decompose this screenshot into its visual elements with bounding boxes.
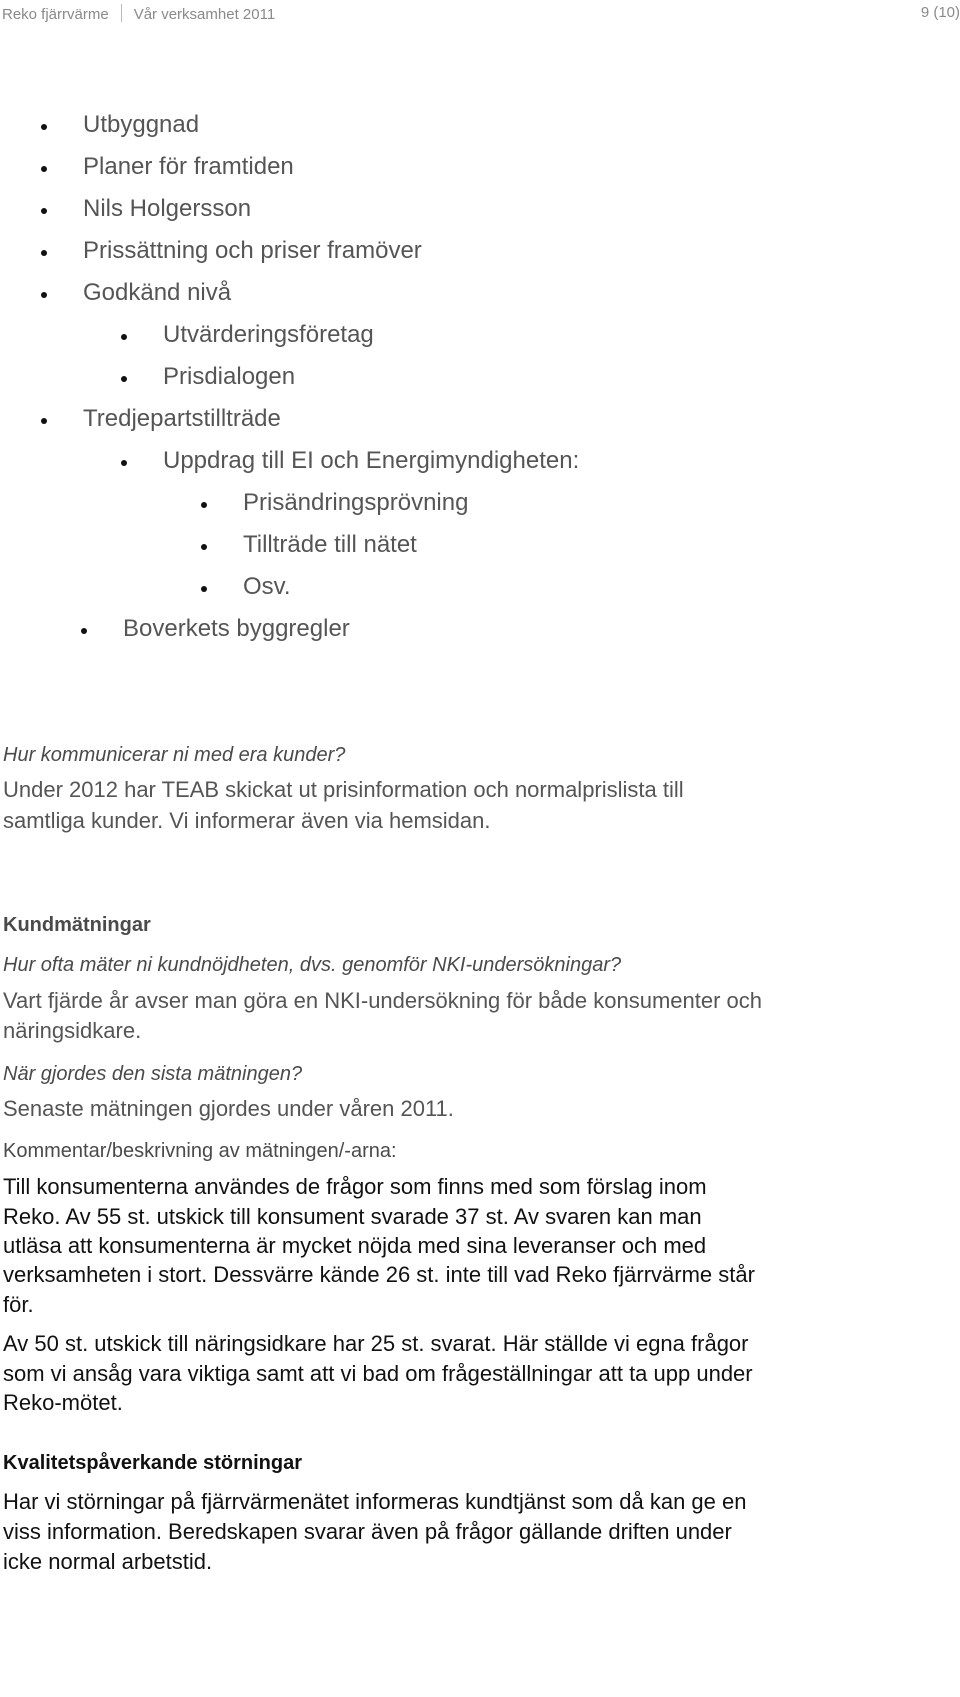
list-item: Nils Holgersson [83, 194, 251, 224]
bullet-icon [41, 124, 47, 130]
measurements-answer-line: näringsidkare. [3, 1018, 142, 1043]
measurements-comment-line: verksamheten i stort. Dessvärre kände 26 st. inte till vad Reko fjärrvärme står [3, 1262, 755, 1287]
list-item: Tredjepartstillträde [83, 404, 281, 434]
disturbances-line: icke normal arbetstid. [3, 1549, 213, 1574]
measurements-answer-line: Vart fjärde år avser man göra en NKI-undersökning för både konsumenter och [3, 988, 762, 1013]
list-item: Tillträde till nätet [243, 530, 417, 560]
measurements-business-line: Av 50 st. utskick till näringsidkare har 25 st. svarat. Här ställde vi egna frågor [3, 1331, 749, 1356]
list-item: Prisdialogen [163, 362, 295, 392]
header-separator [121, 4, 122, 22]
list-item: Prisändringsprövning [243, 488, 468, 518]
communication-answer-line: Under 2012 har TEAB skickat ut prisinformation och normalprislista till [3, 777, 684, 802]
bullet-icon [41, 292, 47, 298]
bullet-icon [121, 460, 127, 466]
header-report: Vår verksamhet 2011 [133, 6, 276, 23]
measurements-comment-line: Reko. Av 55 st. utskick till konsument svarade 37 st. Av svaren kan man [3, 1204, 702, 1229]
measurements-heading: Kundmätningar [3, 914, 151, 936]
measurements-question: Hur ofta mäter ni kundnöjdheten, dvs. genomför NKI-undersökningar? [3, 954, 622, 976]
page-header [0, 0, 960, 28]
communication-answer-line: samtliga kunder. Vi informerar även via hemsidan. [3, 808, 491, 833]
list-item: Utbyggnad [83, 110, 199, 140]
measurements-question: När gjordes den sista mätningen? [3, 1063, 303, 1085]
list-item: Boverkets byggregler [123, 614, 350, 644]
measurements-comment-line: Till konsumenterna användes de frågor som finns med som förslag inom [3, 1174, 707, 1199]
measurements-answer-line: Senaste mätningen gjordes under våren 2011. [3, 1096, 454, 1121]
measurements-business-line: Reko-mötet. [3, 1390, 123, 1415]
measurements-business-line: som vi ansåg vara viktiga samt att vi bad om frågeställningar att ta upp under [3, 1361, 753, 1386]
disturbances-heading: Kvalitetspåverkande störningar [3, 1452, 302, 1474]
measurements-comment-line: för. [3, 1292, 34, 1317]
bullet-icon [41, 418, 47, 424]
bullet-icon [41, 166, 47, 172]
list-item: Uppdrag till EI och Energimyndigheten: [163, 446, 579, 476]
disturbances-line: viss information. Beredskapen svarar även på frågor gällande driften under [3, 1519, 732, 1544]
bullet-icon [41, 250, 47, 256]
list-item: Prissättning och priser framöver [83, 236, 422, 266]
bullet-icon [41, 208, 47, 214]
header-org: Reko fjärrvärme [2, 6, 109, 23]
disturbances-line: Har vi störningar på fjärrvärmenätet informeras kundtjänst som då kan ge en [3, 1489, 747, 1514]
measurements-comment-label: Kommentar/beskrivning av mätningen/-arna: [3, 1140, 397, 1162]
page-number: 9 (10) [920, 4, 960, 21]
bullet-icon [121, 334, 127, 340]
bullet-icon [201, 502, 207, 508]
header-left [2, 4, 275, 23]
bullet-icon [201, 544, 207, 550]
list-item: Utvärderingsföretag [163, 320, 374, 350]
bullet-icon [201, 586, 207, 592]
list-item: Osv. [243, 572, 291, 602]
list-item: Godkänd nivå [83, 278, 231, 308]
measurements-comment-line: utläsa att konsumenterna är mycket nöjda med sina leveranser och med [3, 1233, 707, 1258]
communication-question: Hur kommunicerar ni med era kunder? [3, 744, 346, 766]
bullet-icon [121, 376, 127, 382]
bullet-icon [81, 628, 87, 634]
list-item: Planer för framtiden [83, 152, 294, 182]
